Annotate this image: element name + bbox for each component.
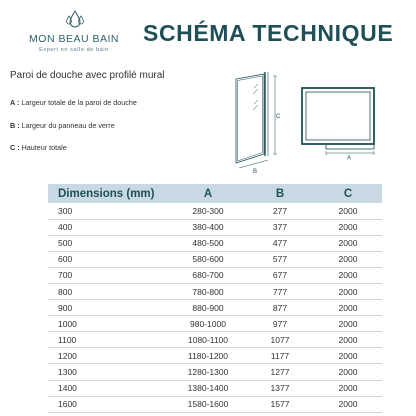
table-cell: 1100 [48,332,170,348]
table-row [48,251,382,267]
table-cell: 400 [48,219,170,235]
brand-logo [12,10,136,58]
table-cell: 1577 [246,396,314,412]
table-cell: 580-600 [170,251,246,267]
table-cell: 1080-1100 [170,332,246,348]
brand-name: MON BEAU BAIN [29,33,119,45]
table-cell: 1077 [246,332,314,348]
legend-item-c [10,143,67,152]
table-cell: 1300 [48,364,170,380]
table-cell: 2000 [314,267,382,283]
legend-key: C : [10,143,20,152]
table-cell: 700 [48,267,170,283]
table-row [48,380,382,396]
table-cell: 1180-1200 [170,348,246,364]
brand-tagline: Expert en salle de bain [39,47,109,53]
table-row [48,235,382,251]
table-cell: 2000 [314,219,382,235]
table-cell: 1377 [246,380,314,396]
table-row [48,203,382,219]
table-cell: 1177 [246,348,314,364]
table-cell: 2000 [314,251,382,267]
table-cell: 680-700 [170,267,246,283]
table-cell: 300 [48,203,170,219]
table-cell: 1380-1400 [170,380,246,396]
table-cell: 380-400 [170,219,246,235]
table-cell: 477 [246,235,314,251]
table-cell: 480-500 [170,235,246,251]
table-row [48,348,382,364]
table-cell: 280-300 [170,203,246,219]
table-cell: 2000 [314,396,382,412]
column-header: C [314,184,382,203]
table-row [48,316,382,332]
table-cell: 500 [48,235,170,251]
table-cell: 977 [246,316,314,332]
table-cell: 600 [48,251,170,267]
legend-item-a [10,98,137,107]
table-row [48,219,382,235]
table-cell: 880-900 [170,300,246,316]
table-cell: 2000 [314,283,382,299]
page-title: SCHÉMA TECHNIQUE [143,20,394,46]
table-cell: 677 [246,267,314,283]
table-row [48,267,382,283]
dimension-label-a: A [347,155,352,160]
table-cell: 1277 [246,364,314,380]
shower-panel-top-view-diagram [298,82,378,160]
legend-item-b [10,121,115,130]
table-row [48,364,382,380]
dimensions-table [48,184,382,413]
table-cell: 277 [246,203,314,219]
table-cell: 780-800 [170,283,246,299]
table-cell: 1580-1600 [170,396,246,412]
table-cell: 2000 [314,364,382,380]
table-cell: 900 [48,300,170,316]
table-cell: 377 [246,219,314,235]
table-cell: 2000 [314,300,382,316]
table-cell: 2000 [314,235,382,251]
column-header: A [170,184,246,203]
table-row [48,283,382,299]
table-cell: 1280-1300 [170,364,246,380]
table-cell: 2000 [314,348,382,364]
column-header: B [246,184,314,203]
table-cell: 1400 [48,380,170,396]
legend-text: Hauteur totale [21,143,67,152]
table-row [48,332,382,348]
table-cell: 777 [246,283,314,299]
dimension-label-c: C [276,114,281,120]
table-cell: 577 [246,251,314,267]
legend-text: Largeur du panneau de verre [21,121,115,130]
water-drops-icon [64,10,86,32]
legend-text: Largeur totale de la paroi de douche [21,98,137,107]
product-subtitle: Paroi de douche avec profilé mural [10,70,165,81]
table-cell: 877 [246,300,314,316]
table-header-row [48,184,382,203]
table-cell: 2000 [314,316,382,332]
table-row [48,396,382,412]
table-cell: 800 [48,283,170,299]
table-cell: 1000 [48,316,170,332]
legend-key: B : [10,121,20,130]
table-row [48,300,382,316]
table-cell: 2000 [314,380,382,396]
dimension-label-b: B [253,169,258,175]
table-cell: 2000 [314,332,382,348]
table-cell: 1600 [48,396,170,412]
table-cell: 1200 [48,348,170,364]
table-cell: 980-1000 [170,316,246,332]
column-header: Dimensions (mm) [48,184,170,203]
table-cell: 2000 [314,203,382,219]
shower-panel-perspective-diagram [218,70,286,176]
legend-key: A : [10,98,20,107]
